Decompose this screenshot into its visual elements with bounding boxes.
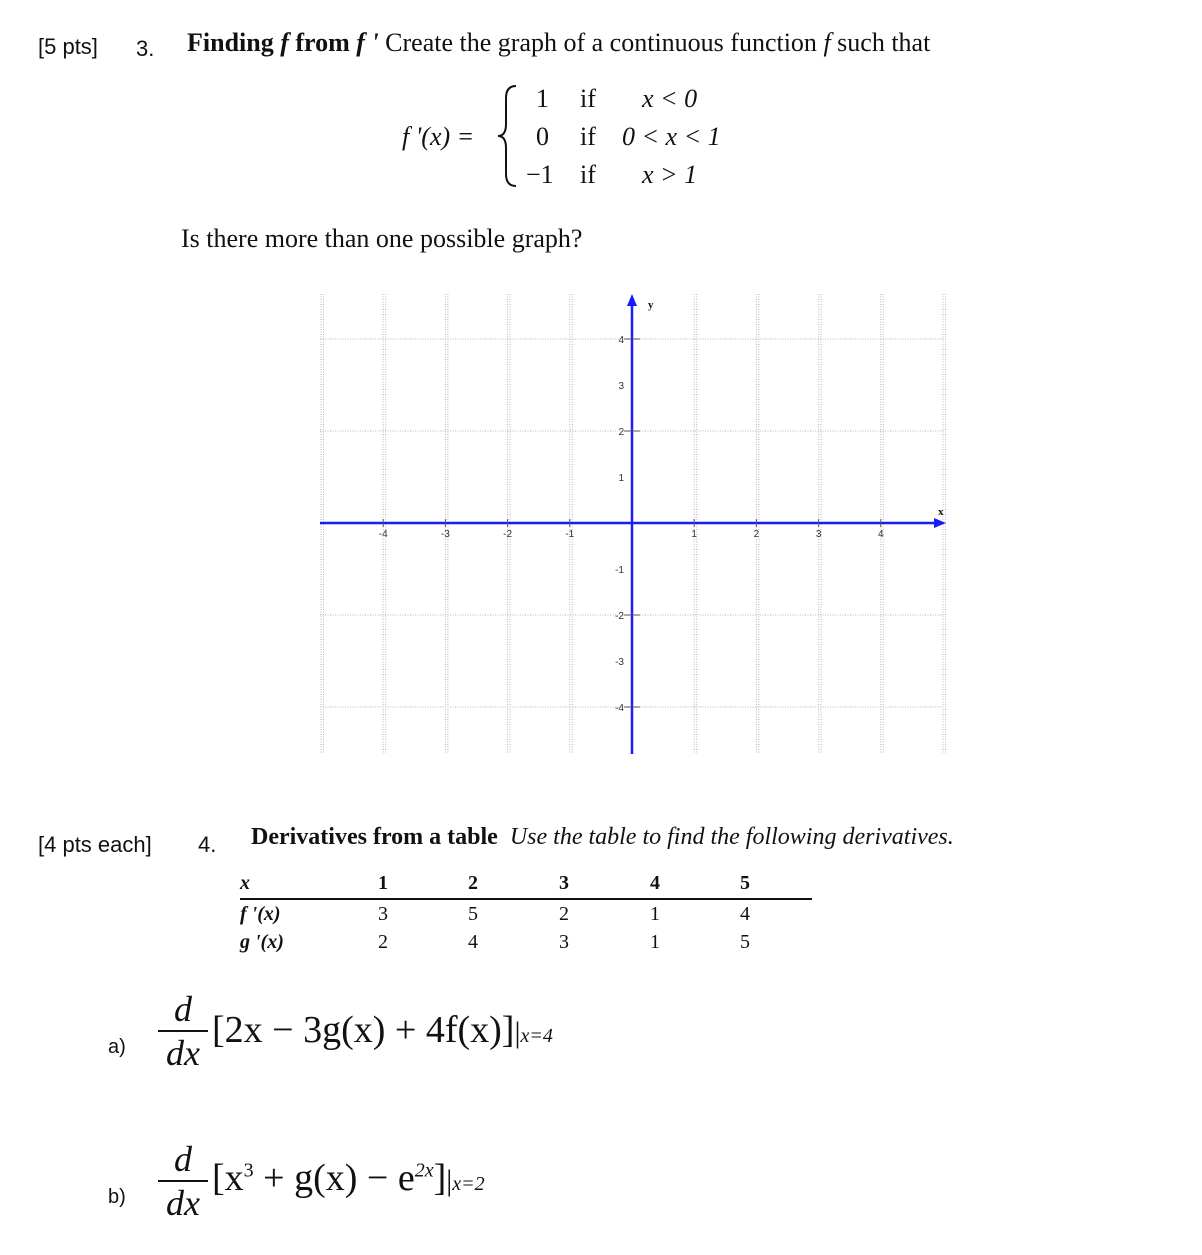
- problem3-number: 3.: [136, 36, 155, 61]
- derivative-table: [240, 870, 812, 960]
- table-x-1: 1: [378, 872, 388, 894]
- part-b-expression: $[x^3 + g(x) - e^{2x}]|x=2$: [212, 1157, 485, 1199]
- table-cell: 5: [740, 931, 750, 953]
- x-tick-label: -1: [565, 529, 575, 540]
- part-a-label: a): [108, 1036, 126, 1058]
- part-b-label: b): [108, 1186, 126, 1208]
- table-cell: 5: [468, 903, 478, 925]
- x-tick-label: -3: [440, 529, 450, 540]
- x-tick-label: 2: [753, 529, 760, 540]
- y-tick-label: 3: [618, 381, 624, 392]
- problem3-instruction: Create the graph of a continuous function f such that: [385, 28, 931, 57]
- problem4-points: [4 pts each]: [38, 832, 152, 857]
- left-brace: [494, 84, 520, 188]
- table-x-5: 5: [740, 872, 750, 894]
- x-tick-label: 1: [691, 529, 697, 540]
- table-cell: 4: [740, 903, 750, 925]
- y-tick-label: -2: [615, 611, 624, 622]
- table-cell: 3: [559, 931, 569, 953]
- problem4-title: Derivatives from a table Use the table to find the following derivatives.: [251, 824, 954, 850]
- table-cell: 2: [559, 903, 569, 925]
- y-tick-label: 2: [618, 427, 624, 438]
- piecewise-lhs: f '(x) =: [402, 122, 475, 151]
- piecewise-cases: [526, 84, 760, 198]
- part-a-expression: [2x − 3g(x) + 4f(x)]|x=4: [212, 1009, 553, 1051]
- problem3-question: Is there more than one possible graph?: [181, 224, 583, 253]
- case-row-2: 0 if 0 < x < 1: [536, 122, 721, 151]
- case-row-1: 1 if x < 0: [536, 84, 698, 113]
- y-tick-label: -1: [615, 565, 624, 576]
- x-tick-label: 3: [815, 529, 822, 540]
- coordinate-grid[interactable]: [310, 288, 960, 764]
- x-tick-label: -4: [378, 529, 388, 540]
- part-a-derivative-operator: d dx: [158, 990, 208, 1072]
- y-tick-label: -4: [615, 703, 624, 714]
- table-row-label-fprime: f '(x): [240, 903, 281, 925]
- y-tick-label: -3: [615, 657, 624, 668]
- table-cell: 4: [468, 931, 478, 953]
- y-tick-label: 4: [618, 335, 624, 346]
- problem3-points: [5 pts]: [38, 34, 98, 59]
- x-axis-label: x: [938, 506, 944, 518]
- table-header-x: x: [240, 872, 250, 894]
- table-rule: [240, 898, 812, 900]
- table-cell: 1: [650, 931, 660, 953]
- x-axis-arrow: [934, 518, 946, 528]
- x-tick-label: -2: [503, 529, 513, 540]
- problem3-title: Finding f from f ' Create the graph of a continuous function f such that: [187, 28, 931, 57]
- table-cell: 1: [650, 903, 660, 925]
- table-cell: 2: [378, 931, 388, 953]
- y-axis-arrow: [627, 294, 637, 306]
- table-x-2: 2: [468, 872, 478, 894]
- table-x-3: 3: [559, 872, 569, 894]
- y-axis-label: y: [648, 299, 654, 311]
- y-tick-label: 1: [618, 473, 624, 484]
- table-row-label-gprime: g '(x): [240, 931, 284, 953]
- problem4-instruction: Use the table to find the following derivatives.: [509, 824, 954, 850]
- problem4-number: 4.: [198, 832, 217, 857]
- x-tick-label: 4: [878, 529, 884, 540]
- part-b-derivative-operator: d dx: [158, 1140, 208, 1222]
- case-row-3: −1 if x > 1: [526, 160, 698, 189]
- table-cell: 3: [378, 903, 388, 925]
- table-x-4: 4: [650, 872, 660, 894]
